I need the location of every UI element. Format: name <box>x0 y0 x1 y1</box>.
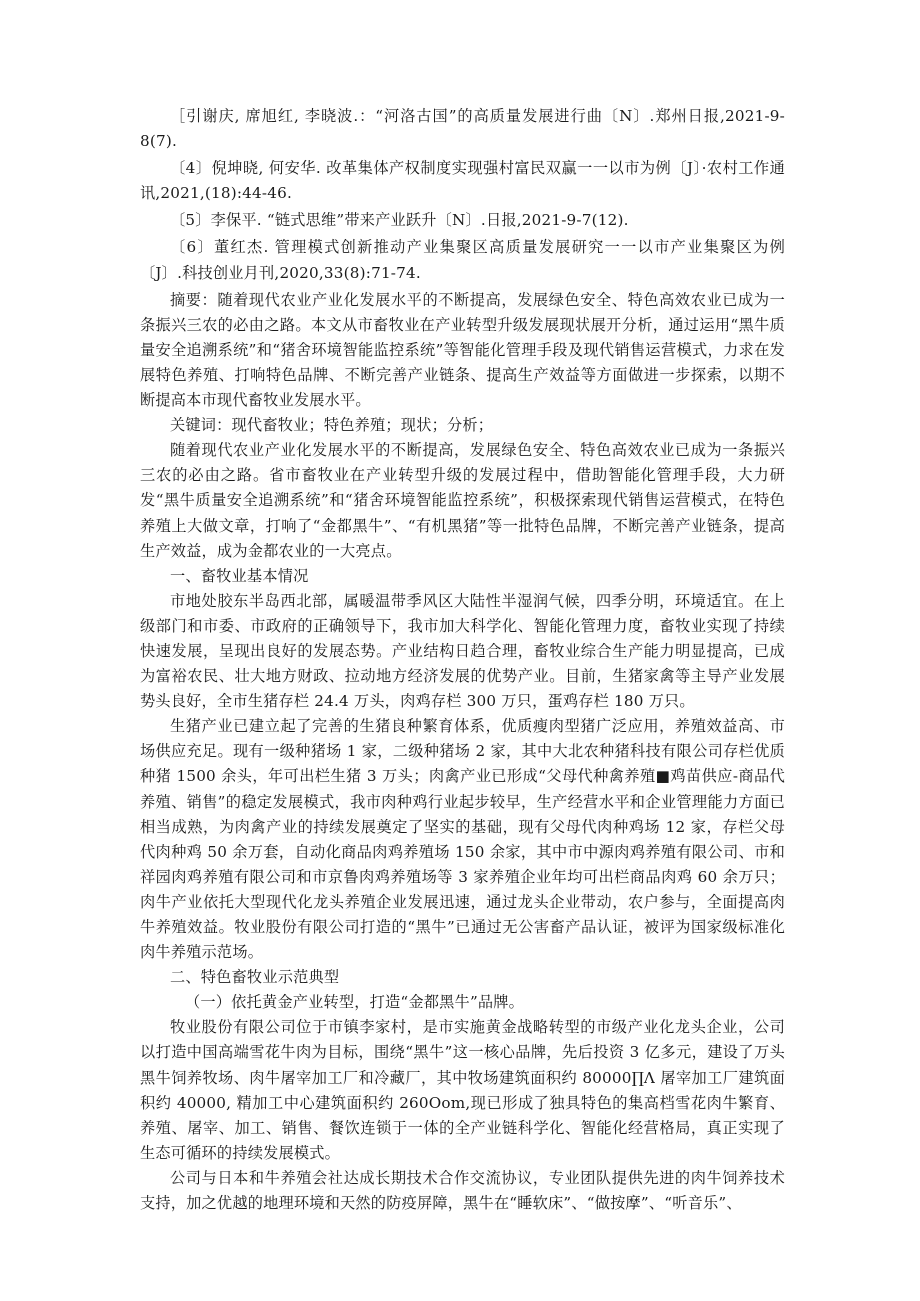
section-2-subheading-1: （一）依托黄金产业转型，打造“金都黑牛”品牌。 <box>185 993 525 1012</box>
reference-4: 〔4〕倪坤晓, 何安华. 改革集体产权制度实现强村富民双赢一一以市为例〔J〕·农村工作通讯,2021,(18):44-46. <box>140 159 785 203</box>
section-2-heading: 二、特色畜牧业示范典型 <box>170 968 340 987</box>
reference-3: ［引谢庆, 席旭红, 李晓波.：“河洛古国”的高质量发展进行曲〔N〕.郑州日报,2021-9-8(7). <box>140 107 785 151</box>
section-1-paragraph-2: 生猪产业已建立起了完善的生猪良种繁育体系，优质瘦肉型猪广泛应用，养殖效益高、市场供应充足。现有一级种猪场 1 家，二级种猪场 2 家，其中大北农种猪科技有限公司存栏优质种猪 1500 余头，年可出栏生猪 3 万头；肉禽产业已形成“父母代种禽养殖■鸡苗供应-商品代养殖、销售”的稳定发展模式，我市肉种鸡行业起步较早，生产经营水平和企业管理能力方面已相当成熟，为肉禽产业的持续发展奠定了坚实的基础，现有父母代肉种鸡场 12 家，存栏父母代肉种鸡 50 余万套，自动化商品肉鸡养殖场 150 余家，其中市中源肉鸡养殖有限公司、市和祥园肉鸡养殖有限公司和市京鲁肉鸡养殖场等 3 家养殖企业年均可出栏商品肉鸡 60 余万只；肉牛产业依托大型现代化龙头养殖企业发展迅速，通过龙头企业带动，农户参与，全面提高肉牛养殖效益。牧业股份有限公司打造的“黑牛”已通过无公害畜产品认证，被评为国家级标准化肉牛养殖示范场。 <box>140 717 785 962</box>
reference-6: 〔6〕董红杰. 管理模式创新推动产业集聚区高质量发展研究一一以市产业集聚区为例〔J〕.科技创业月刊,2020,33(8):71-74. <box>140 238 785 282</box>
reference-5: 〔5〕李保平. “链式思维”带来产业跃升〔N〕.日报,2021-9-7(12). <box>170 211 629 230</box>
intro-paragraph: 随着现代农业产业化发展水平的不断提高，发展绿色安全、特色高效农业已成为一条振兴三农的必由之路。省市畜牧业在产业转型升级的发展过程中，借助智能化管理手段，大力研发“黑牛质量安全追溯系统”和“猪舍环境智能监控系统”，积极探索现代销售运营模式，在特色养殖上大做文章，打响了“金都黑牛”、“有机黑猪”等一批特色品牌，不断完善产业链条，提高生产效益，成为金都农业的一大亮点。 <box>140 441 785 560</box>
section-1-heading: 一、畜牧业基本情况 <box>170 566 309 585</box>
section-2-paragraph-1: 牧业股份有限公司位于市镇李家村，是市实施黄金战略转型的市级产业化龙头企业，公司以打造中国高端雪花牛肉为目标，围绕“黑牛”这一核心品牌，先后投资 3 亿多元，建设了万头黑牛饲养牧场、肉牛屠宰加工厂和冷藏厂，其中牧场建筑面积约 80000∏Λ 屠宰加工厂建筑面积约 40000, 精加工中心建筑面积约 260Oom,现已形成了独具特色的集高档雪花肉牛繁育、养殖、屠宰、加工、销售、餐饮连锁于一体的全产业链科学化、智能化经营格局，真正实现了生态可循环的持续发展模式。 <box>140 1018 785 1162</box>
section-1-paragraph-1: 市地处胶东半岛西北部，属暖温带季风区大陆性半湿润气候，四季分明，环境适宜。在上级部门和市委、市政府的正确领导下，我市加大科学化、智能化管理力度，畜牧业实现了持续快速发展，呈现出良好的发展态势。产业结构日趋合理，畜牧业综合生产能力明显提高，已成为富裕农民、壮大地方财政、拉动地方经济发展的优势产业。目前，生猪家禽等主导产业发展势头良好，全市生猪存栏 24.4 万头，肉鸡存栏 300 万只，蛋鸡存栏 180 万只。 <box>140 591 785 711</box>
abstract: 摘要：随着现代农业产业化发展水平的不断提高，发展绿色安全、特色高效农业已成为一条振兴三农的必由之路。本文从市畜牧业在产业转型升级发展现状展开分析，通过运用“黑牛质量安全追溯系统”和“猪舍环境智能监控系统”等智能化管理手段及现代销售运营模式，力求在发展特色养殖、打响特色品牌、不断完善产业链条、提高生产效益等方面做进一步探索，以期不断提高本市现代畜牧业发展水平。 <box>140 290 785 410</box>
section-2-paragraph-2: 公司与日本和牛养殖会社达成长期技术合作交流协议，专业团队提供先进的肉牛饲养技术支持，加之优越的地理环境和天然的防疫屏障，黑牛在“睡软床”、“做按摩”、“听音乐”、 <box>140 1168 785 1213</box>
document-page <box>140 104 785 1216</box>
keywords: 关键词：现代畜牧业；特色养殖；现状；分析； <box>170 416 494 435</box>
